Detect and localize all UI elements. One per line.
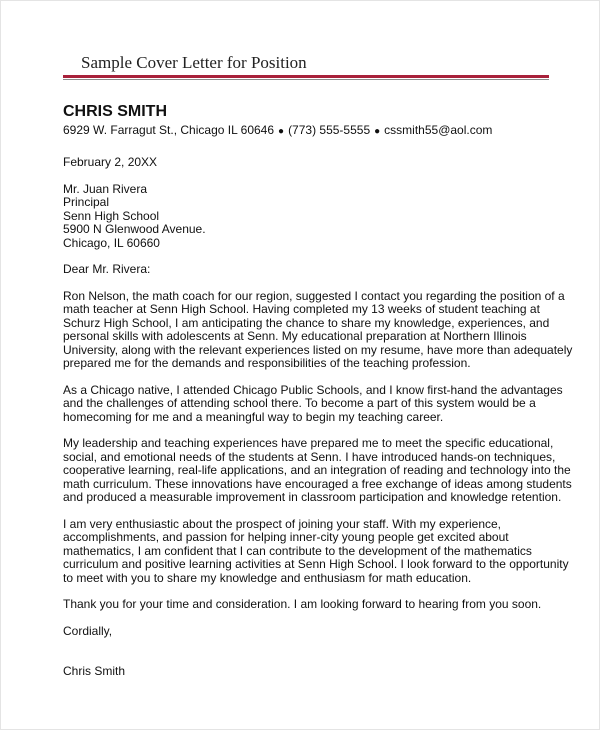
paragraph-line: social, and emotional needs of the students at Senn. I have introduced hands-on techniques, (63, 449, 556, 464)
body-paragraph (63, 288, 573, 371)
paragraph-line: to meet with you to share my knowledge and enthusiasm for math education. (63, 570, 472, 585)
recipient-city: Chicago, IL 60660 (63, 235, 160, 250)
body-paragraph (63, 436, 572, 505)
paragraph-line: homecoming for me and a meaningful way to begin my teaching career. (63, 409, 444, 424)
sender-name: CHRIS SMITH (63, 103, 167, 120)
sender-phone: (773) 555-5555 (288, 123, 371, 137)
paragraph-line: My leadership and teaching experiences have prepared me to meet the specific educational, (63, 436, 554, 450)
salutation: Dear Mr. Rivera: (63, 262, 151, 276)
sender-contact-line (63, 123, 553, 139)
body-paragraph (63, 598, 553, 612)
paragraph-line: Ron Nelson, the math coach for our region, suggested I contact you regarding the position of a (63, 288, 565, 303)
sender-email: cssmith55@aol.com (384, 123, 493, 137)
paragraph-line: accomplishments, and passion for helping inner-city young people get excited about (63, 530, 509, 544)
paragraph-line: and the challenges of attending school there. To become a part of this system would be a (63, 396, 536, 410)
paragraph-line: math curriculum. These innovations have encouraged a free exchange of ideas among students (63, 476, 572, 491)
paragraph-line: Thank you for your time and consideration. I am looking forward to hearing from you soon. (63, 597, 542, 611)
recipient-address-block (63, 183, 553, 251)
paragraph-line: mathematics, I am confident that I can contribute to the development of the mathematics (63, 543, 532, 558)
recipient-name: Mr. Juan Rivera (63, 181, 148, 196)
body-paragraph (63, 516, 569, 586)
recipient-organization: Senn High School (63, 208, 160, 223)
paragraph-line: As a Chicago native, I attended Chicago Public Schools, and I know first-hand the advantages (63, 382, 563, 397)
paragraph-line: curriculum and positive learning activities at Senn High School. I look forward to the opportunity (63, 557, 569, 571)
paragraph-line: math teacher at Senn High School. Having completed my 13 weeks of student teaching at (63, 302, 540, 316)
paragraph-line: cooperative learning, real-life applications, and an integration of reading and technology into the (63, 463, 571, 477)
paragraph-line: and produced a measurable improvement in classroom participation and knowledge retention. (63, 490, 562, 504)
paragraph-line: personal skills with adolescents at Senn. My educational preparation at Northern Illinois (63, 329, 527, 343)
bullet-separator: ● (374, 126, 381, 137)
recipient-title: Principal (63, 195, 110, 209)
document-title: Sample Cover Letter for Position (81, 53, 307, 72)
header-accent-rule (63, 75, 549, 78)
sender-address: 6929 W. Farragut St., Chicago IL 60646 (63, 123, 275, 137)
paragraph-line: prepared me for the demands and responsibilities of the teaching profession. (63, 356, 471, 370)
paragraph-line: I am very enthusiastic about the prospect of joining your staff. With my experience, (63, 516, 501, 531)
body-paragraph (63, 382, 563, 425)
paragraph-line: Schurz High School, I am anticipating the chance to share my knowledge, experiences, and (63, 315, 550, 330)
closing: Cordially, (63, 623, 113, 638)
bullet-separator: ● (278, 126, 285, 137)
letter-body (63, 103, 573, 679)
paragraph-line: University, along with the relevant experiences listed on my resume, have more than adequately (63, 342, 573, 357)
letter-date: February 2, 20XX (63, 155, 158, 169)
signature: Chris Smith (63, 664, 126, 678)
recipient-street: 5900 N Glenwood Avenue. (63, 222, 206, 236)
header-secondary-rule (63, 79, 549, 80)
